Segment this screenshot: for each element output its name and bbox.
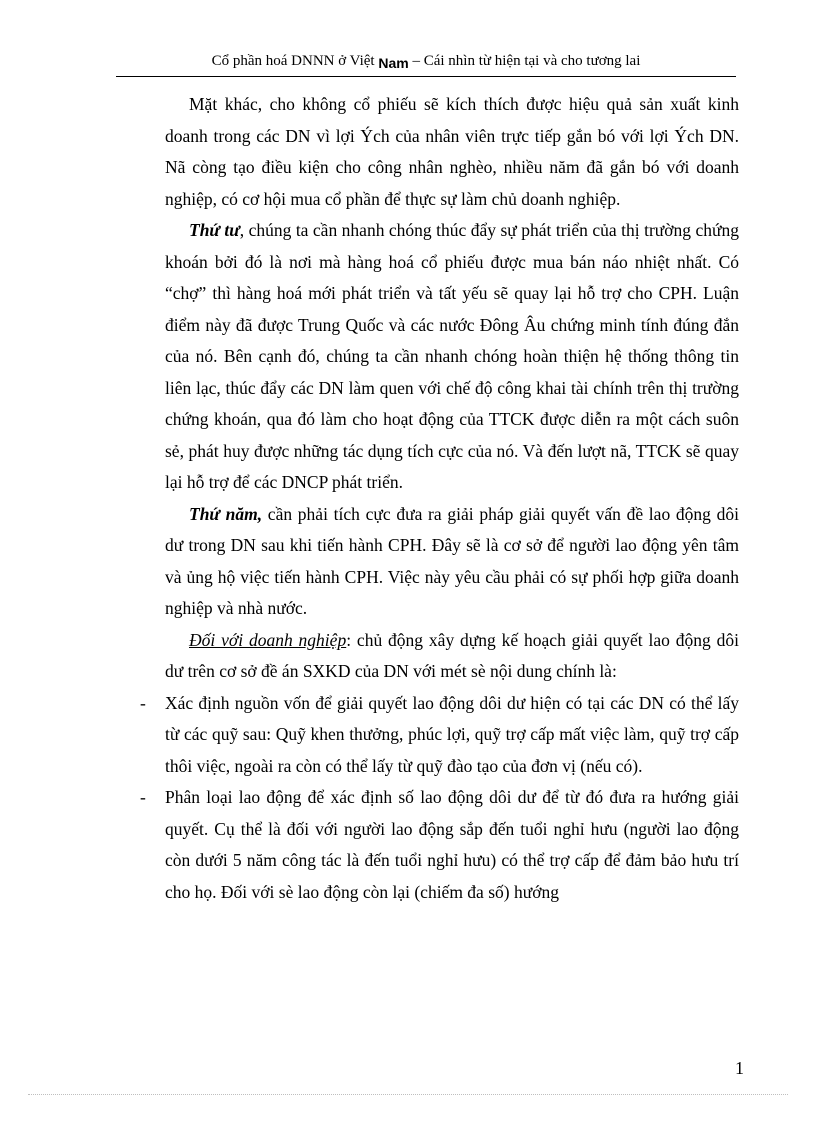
header-text-start: Cổ phần hoá DNNN ở Việt	[211, 53, 379, 69]
page-number: 1	[735, 1058, 744, 1078]
paragraph-1: Mặt khác, cho không cổ phiếu sẽ kích thích được hiệu quả sản xuất kinh doanh trong các DN vì lợi Ých của nhân viên trực tiếp gắn bó với lợi Ých DN. Nã còng tạo điều kiện cho công nhân nghèo, nhiều năm đã gắn bó với doanh nghiệp, có cơ hội mua cổ phần để thực sự làm chủ doanh nghiệp.	[165, 94, 739, 209]
paragraph-3-lead: Thứ năm,	[189, 503, 263, 524]
paragraph-3-text: cần phải tích cực đưa ra giải pháp giải quyết vấn đề lao động dôi dư trong DN sau khi tiến hành CPH. Đây sẽ là cơ sở để người lao động yên tâm và ủng hộ việc tiến hành CPH. Việc này yêu cầu phải có sự phối hợp giữa doanh nghiệp và nhà nước.	[165, 503, 739, 618]
bullet-text-2: Phân loại lao động để xác định số lao động dôi dư để từ đó đưa ra hướng giải quyết. Cụ thể là đối với người lao động sắp đến tuổi nghỉ hưu (người lao động còn dưới 5 năm công tác là đến tuổi nghỉ hưu) có thể trợ cấp để đảm bảo hưu trí cho họ. Đối với sè lao động còn lại (chiếm đa số) hướng	[165, 787, 739, 902]
bullet-item-2	[140, 782, 739, 908]
bullet-item-1	[140, 688, 739, 783]
paragraph-4	[165, 625, 739, 688]
paragraph-4-label: Đối với doanh nghiệp	[189, 629, 347, 650]
header-text-end: – Cái nhìn từ hiện tại và cho tương lai	[408, 53, 641, 69]
page-bottom-divider	[28, 1094, 788, 1095]
paragraph-2-lead: Thứ tư	[189, 220, 240, 240]
page-body	[140, 89, 740, 908]
running-header	[116, 46, 736, 77]
paragraph-3	[165, 499, 739, 625]
paragraph-2	[165, 215, 739, 499]
bullet-text-1: Xác định nguồn vốn để giải quyết lao động dôi dư hiện có tại các DN có thể lấy từ các quỹ sau: Quỹ khen thưởng, phúc lợi, quỹ trợ cấp mất việc làm, quỹ trợ cấp thôi việc, ngoài ra còn có thể lấy từ quỹ đào tạo của đơn vị (nếu có).	[165, 692, 739, 776]
paragraph-4-text: : chủ động xây dựng kế hoạch giải quyết lao động dôi dư trên cơ sở đề án SXKD của DN với mét sè nội dung chính là:	[165, 629, 740, 681]
bullet-dash-2: -	[140, 787, 146, 807]
paragraph-2-text: , chúng ta cần nhanh chóng thúc đẩy sự phát triển của thị trường chứng khoán bởi đó là nơi mà hàng hoá cổ phiếu được mua bán náo nhiệt nhất. Có “chợ” thì hàng hoá mới phát triển và tất yếu sẽ quay lại hỗ trợ cho CPH. Luận điểm này đã được Trung Quốc và các nước Đông Âu chứng minh tính đúng đắn của nó. Bên cạnh đó, chúng ta cần nhanh chóng hoàn thiện hệ thống thông tin liên lạc, thúc đẩy các DN làm quen với chế độ công khai tài chính trên thị trường chứng khoán, qua đó làm cho hoạt động của TTCK được diễn ra một cách suôn sẻ, phát huy được những tác dụng tích cực của nó. Và đến lượt nã, TTCK sẽ quay lại hỗ trợ để các DNCP phát triển.	[165, 220, 739, 492]
bullet-dash-1: -	[140, 692, 146, 713]
header-text-nam: Nam	[378, 55, 409, 71]
